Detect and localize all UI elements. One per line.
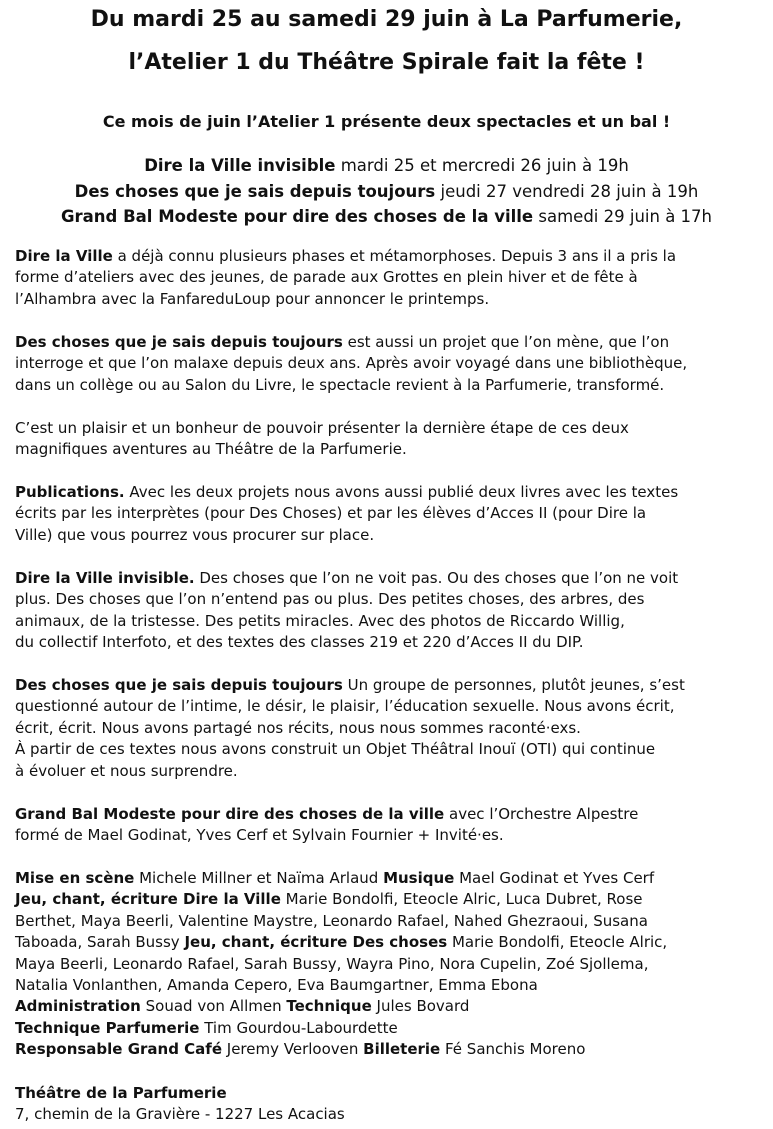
credit-label: Jeu, chant, écriture Dire la Ville <box>15 890 281 909</box>
paragraph-dire-la-ville-invisible <box>15 568 765 654</box>
show-dire-la-ville <box>0 155 773 177</box>
text: interroge et que l’on malaxe depuis deux ans. Après avoir voyagé dans une bibliothèque, <box>15 354 688 373</box>
text: forme d’ateliers avec des jeunes, de parade aux Grottes en plein hiver et de fête à <box>15 268 638 287</box>
paragraph-publications <box>15 482 765 546</box>
text: l’Alhambra avec la FanfareduLoup pour annoncer le printemps. <box>15 289 490 308</box>
bold-lead: Dire la Ville invisible. <box>15 569 195 587</box>
venue-name: Théâtre de la Parfumerie <box>15 1084 227 1102</box>
text: à évoluer et nous surprendre. <box>15 761 238 780</box>
bold-lead: Des choses que je sais depuis toujours <box>15 676 343 694</box>
text: Jules Bovard <box>371 997 470 1016</box>
text: Tim Gourdou-Labourdette <box>199 1018 398 1037</box>
paragraph-dire-la-ville <box>15 246 765 310</box>
title-line-2: l’Atelier 1 du Théâtre Spirale fait la fête ! <box>128 50 645 75</box>
paragraph-grand-bal <box>15 804 765 847</box>
paragraph-plaisir <box>15 418 765 461</box>
text: Berthet, Maya Beerli, Valentine Maystre, Leonardo Rafael, Nahed Ghezraoui, Susana <box>15 911 648 930</box>
bold-lead: Publications. <box>15 483 125 501</box>
venue-address: 7, chemin de la Gravière - 1227 Les Acacias <box>15 1105 345 1124</box>
text: Souad von Allmen <box>140 997 287 1016</box>
text: plus. Des choses que l’on n’entend pas ou plus. Des petites choses, des arbres, des <box>15 590 645 609</box>
text: dans un collège ou au Salon du Livre, le spectacle revient à la Parfumerie, transformé. <box>15 375 665 394</box>
credit-label: Musique <box>383 869 455 887</box>
credits <box>15 868 765 1061</box>
show-dates: samedi 29 juin à 17h <box>533 207 712 226</box>
text: a déjà connu plusieurs phases et métamorphoses. Depuis 3 ans il a pris la <box>112 247 677 265</box>
text: Taboada, Sarah Bussy <box>15 933 185 952</box>
show-des-choses <box>0 181 773 203</box>
text: Natalia Vonlanthen, Amanda Cepero, Eva Baumgartner, Emma Ebona <box>15 976 538 995</box>
show-title: Des choses que je sais depuis toujours <box>74 182 436 201</box>
text: C’est un plaisir et un bonheur de pouvoir présenter la dernière étape de ces deux <box>15 419 629 437</box>
bold-lead: Dire la Ville <box>15 247 113 265</box>
show-grand-bal <box>0 206 773 228</box>
credit-label: Administration <box>15 997 141 1016</box>
text: Marie Bondolfi, Eteocle Alric, <box>447 933 668 952</box>
text: Marie Bondolfi, Eteocle Alric, Luca Dubret, Rose <box>280 890 643 909</box>
text: Un groupe de personnes, plutôt jeunes, s’est <box>342 676 685 694</box>
text: Maya Beerli, Leonardo Rafael, Sarah Bussy, Wayra Pino, Nora Cupelin, Zoé Sjollema, <box>15 954 649 973</box>
title-line-1: Du mardi 25 au samedi 29 juin à La Parfumerie, <box>90 7 683 32</box>
text: avec l’Orchestre Alpestre <box>444 805 639 823</box>
text: Fé Sanchis Moreno <box>440 1040 586 1059</box>
text: du collectif Interfoto, et des textes des classes 219 et 220 d’Acces II du DIP. <box>15 633 584 652</box>
text: animaux, de la tristesse. Des petits miracles. Avec des photos de Riccardo Willig, <box>15 611 625 630</box>
text: formé de Mael Godinat, Yves Cerf et Sylvain Fournier + Invité·es. <box>15 826 504 845</box>
text: Michele Millner et Naïma Arlaud <box>134 869 384 887</box>
paragraph-des-choses <box>15 332 765 396</box>
text: est aussi un projet que l’on mène, que l’on <box>342 333 670 351</box>
credit-label: Jeu, chant, écriture Des choses <box>184 933 448 952</box>
credit-label: Technique Parfumerie <box>15 1018 200 1037</box>
show-title: Dire la Ville invisible <box>144 156 336 175</box>
credit-label: Technique <box>286 997 372 1016</box>
credit-label: Mise en scène <box>15 869 135 887</box>
text: Mael Godinat et Yves Cerf <box>454 869 655 887</box>
text: Ville) que vous pourrez vous procurer sur place. <box>15 525 375 544</box>
venue <box>15 1083 765 1126</box>
show-title: Grand Bal Modeste pour dire des choses de la ville <box>60 207 534 226</box>
credit-label: Responsable Grand Café <box>15 1040 222 1059</box>
text: écrits par les interprètes (pour Des Choses) et par les élèves d’Acces II (pour Dire la <box>15 504 647 523</box>
show-dates: jeudi 27 vendredi 28 juin à 19h <box>435 182 699 201</box>
bold-lead: Des choses que je sais depuis toujours <box>15 333 343 351</box>
show-dates: mardi 25 et mercredi 26 juin à 19h <box>335 156 629 175</box>
text: Jeremy Verlooven <box>222 1040 364 1059</box>
credit-label: Billeterie <box>363 1040 441 1059</box>
bold-lead: Grand Bal Modeste pour dire des choses de la ville <box>15 805 445 823</box>
text: écrit, écrit. Nous avons partagé nos récits, nous nous sommes raconté·exs. <box>15 718 581 737</box>
text: Avec les deux projets nous avons aussi publié deux livres avec les textes <box>124 483 679 501</box>
text: magnifiques aventures au Théâtre de la Parfumerie. <box>15 440 407 459</box>
text: Des choses que l’on ne voit pas. Ou des choses que l’on ne voit <box>194 569 679 587</box>
text: questionné autour de l’intime, le désir, le plaisir, l’éducation sexuelle. Nous avons écrit, <box>15 697 675 716</box>
paragraph-des-choses-detail <box>15 675 765 782</box>
text: À partir de ces textes nous avons construit un Objet Théâtral Inouï (OTI) qui continue <box>15 740 656 759</box>
subtitle: Ce mois de juin l’Atelier 1 présente deux spectacles et un bal ! <box>102 112 671 131</box>
